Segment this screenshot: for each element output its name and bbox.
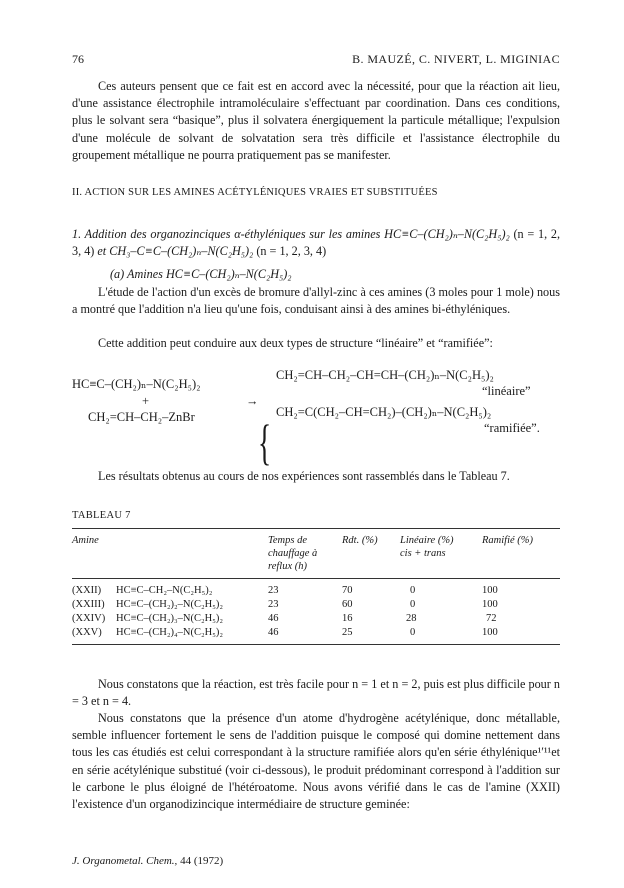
row-time: 46 (268, 627, 279, 638)
subsection-a-heading: (a) Amines HC≡C–(CH₂)ₙ–N(C₂H₅)₂ (110, 267, 292, 281)
paragraph-6: Nous constatons que la présence d'un atome d'hydrogène acétylénique, donc métallable, semble influencer fortement le sens de l'addition puisque le composé qui domine nettement dans tous les cas étudiés est celui correspondant à la structure ramifiée alors qu'en série éthylénique¹ʹ¹¹et en série acétylénique substitué (voir ci-dessous), le produit prédominant correspond à l'addition sur le carbone le plus éloigné de l'hétéroatome. Nous avons vérifié dans le cas de l'amine (XXII) l'existence d'un organodizincique intermédiaire de structure geminée: (72, 711, 560, 812)
row-id: (XXIII) (72, 599, 105, 610)
row-id: (XXII) (72, 585, 102, 596)
journal-volume: 44 (1972) (180, 855, 224, 867)
row-formula: HC≡C–(CH₂)₃–N(C₂H₅)₂ (116, 613, 224, 624)
section-heading: II. ACTION SUR LES AMINES ACÉTYLÉNIQUES VRAIES ET SUBSTITUÉES (72, 187, 438, 198)
paragraph-5: Nous constatons que la réaction, est très facile pour n = 1 et n = 2, puis est plus difficile pour n = 3 et n = 4. (72, 677, 560, 709)
header-time-3: reflux (h) (268, 561, 307, 572)
product-branched: CH₂=C(CH₂–CH=CH₂)–(CH₂)ₙ–N(C₂H₅)₂ (276, 405, 492, 419)
row-formula: HC≡C–(CH₂)₄–N(C₂H₅)₂ (116, 627, 224, 638)
row-time: 23 (268, 599, 279, 610)
product-linear: CH₂=CH–CH₂–CH=CH–(CH₂)ₙ–N(C₂H₅)₂ (276, 368, 494, 382)
header-time-2: chauffage à (268, 548, 318, 559)
subsection-1-heading (72, 226, 560, 260)
product-brace: { (258, 414, 272, 470)
row-yield: 16 (342, 613, 353, 624)
row-yield: 70 (342, 585, 353, 596)
row-branched: 100 (482, 585, 498, 596)
product-linear-label: “linéaire” (482, 384, 531, 398)
table-top-rule (72, 528, 560, 529)
row-linear: 0 (410, 599, 416, 610)
row-branched: 100 (482, 599, 498, 610)
row-linear: 0 (410, 627, 416, 638)
subsection-1-cond-1: (n = 1, 2, 3, 4) (72, 227, 560, 259)
paragraph-4: Les résultats obtenus au cours de nos expériences sont rassemblés dans le Tableau 7. (98, 469, 510, 483)
reactant-1: HC≡C–(CH₂)ₙ–N(C₂H₅)₂ (72, 377, 201, 391)
table-title: TABLEAU 7 (72, 510, 131, 521)
row-branched: 100 (482, 627, 498, 638)
reactant-2: CH₂=CH–CH₂–ZnBr (88, 410, 195, 424)
table-bottom-rule (72, 644, 560, 645)
product-branched-label: “ramifiée”. (484, 421, 540, 435)
header-yield: Rdt. (%) (342, 535, 378, 546)
row-linear: 0 (410, 585, 416, 596)
header-time-1: Temps de (268, 535, 307, 546)
subsection-1-prefix: 1. Addition des organozinciques α-éthyléniques sur les amines (72, 227, 385, 241)
row-linear: 28 (406, 613, 417, 624)
journal-footer (72, 855, 223, 867)
row-branched: 72 (486, 613, 497, 624)
subsection-1-formula-1: HC≡C–(CH₂)ₙ–N(C₂H₅)₂ (384, 227, 510, 241)
table-header-rule (72, 578, 560, 579)
row-formula: HC≡C–CH₂–N(C₂H₅)₂ (116, 585, 213, 596)
row-yield: 25 (342, 627, 353, 638)
header-linear-2: cis + trans (400, 548, 446, 559)
header-linear-1: Linéaire (%) (400, 535, 454, 546)
row-time: 46 (268, 613, 279, 624)
header-amine: Amine (72, 535, 99, 546)
header-branched: Ramifié (%) (482, 535, 534, 546)
subsection-1-formula-2: CH₃–C≡C–(CH₂)ₙ–N(C₂H₅)₂ (109, 244, 254, 259)
row-time: 23 (268, 585, 279, 596)
subsection-1-connector: et (97, 244, 110, 259)
row-yield: 60 (342, 599, 353, 610)
subsection-1-cond-2: (n = 1, 2, 3, 4) (253, 244, 327, 259)
paragraph-3: Cette addition peut conduire aux deux types de structure “linéaire” et “ramifiée”: (98, 336, 493, 350)
row-id: (XXV) (72, 627, 102, 638)
plus-sign: + (142, 394, 150, 408)
page-header (72, 52, 560, 68)
journal-name: J. Organometal. Chem., (72, 855, 178, 867)
row-id: (XXIV) (72, 613, 106, 624)
running-authors: B. MAUZÉ, C. NIVERT, L. MIGINIAC (352, 52, 560, 66)
paragraph-1: Ces auteurs pensent que ce fait est en accord avec la nécessité, pour que la réaction ait lieu, d'une assistance électrophile intramoléculaire s'effectuant par coordination. Dans ces conditions, plus le solvant sera “basique”, plus il solvatera énergiquement la particule métallique; l'expulsion d'une molécule de solvant de solvatation sera très difficile et l'assistance électrophile du groupement métallique ne pourra pratiquement pas se manifester. (72, 79, 560, 162)
reaction-arrow: → (246, 394, 259, 408)
page-number: 76 (72, 52, 84, 66)
paragraph-2: L'étude de l'action d'un excès de bromure d'allyl-zinc à ces amines (3 moles pour 1 mole) nous a montré que l'addition n'a lieu qu'une fois, conduisant ainsi à des amines bi-éthyléniques. (72, 285, 560, 317)
row-formula: HC≡C–(CH₂)₂–N(C₂H₅)₂ (116, 599, 224, 610)
